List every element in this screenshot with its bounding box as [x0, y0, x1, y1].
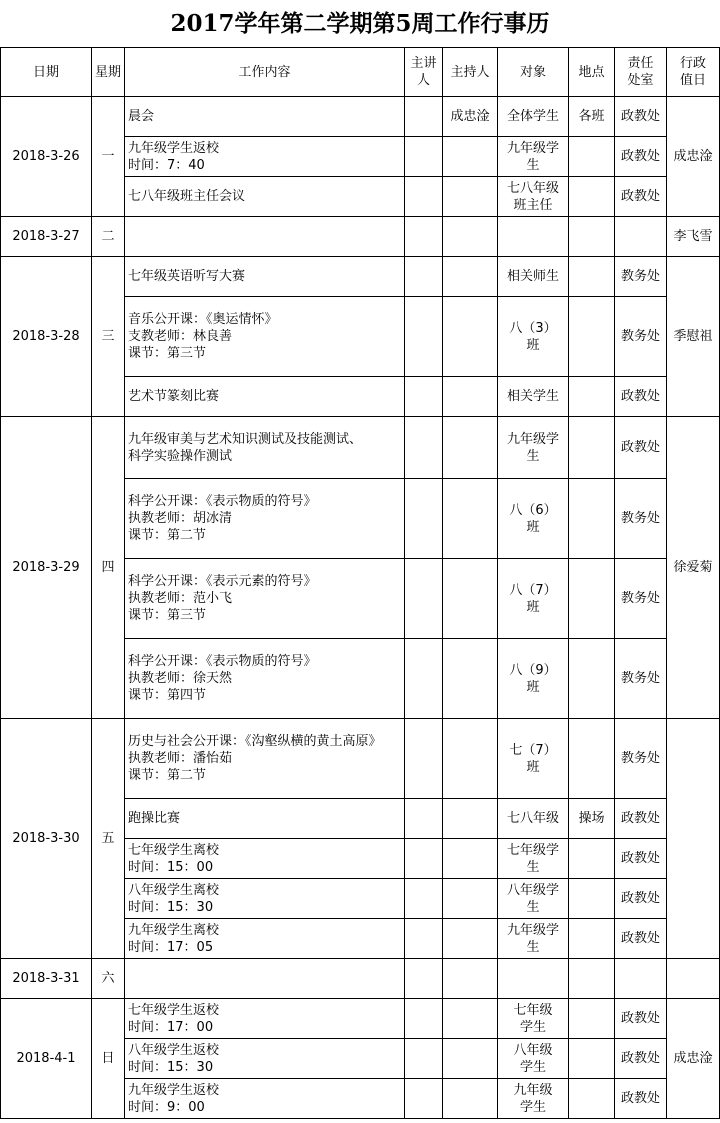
content-cell: 科学公开课：《表示物质的符号》 执教老师：胡冰清 课节：第二节	[125, 479, 405, 559]
date-cell: 2018-3-30	[1, 719, 92, 959]
speaker-cell	[405, 839, 443, 879]
weekday-cell: 六	[92, 959, 125, 999]
target-cell: 八年级学 生	[498, 879, 569, 919]
office-cell: 政教处	[615, 177, 667, 217]
place-cell	[569, 959, 615, 999]
speaker-cell	[405, 559, 443, 639]
content-cell: 晨会	[125, 97, 405, 137]
header-date: 日期	[1, 48, 92, 97]
target-cell: 七八年级 班主任	[498, 177, 569, 217]
office-cell: 教务处	[615, 257, 667, 297]
office-cell: 教务处	[615, 719, 667, 799]
content-cell: 七年级英语听写大赛	[125, 257, 405, 297]
place-cell	[569, 137, 615, 177]
host-cell	[443, 639, 498, 719]
content-cell: 科学公开课：《表示物质的符号》 执教老师：徐天然 课节：第四节	[125, 639, 405, 719]
duty-cell: 李飞雪	[667, 217, 720, 257]
target-cell: 八（7） 班	[498, 559, 569, 639]
place-cell	[569, 999, 615, 1039]
target-cell: 八（3） 班	[498, 297, 569, 377]
duty-cell: 成忠淦	[667, 999, 720, 1119]
duty-cell: 季慰祖	[667, 257, 720, 417]
office-cell: 教务处	[615, 559, 667, 639]
header-speaker: 主讲 人	[405, 48, 443, 97]
content-cell: 九年级学生返校 时间：7：40	[125, 137, 405, 177]
host-cell	[443, 137, 498, 177]
host-cell: 成忠淦	[443, 97, 498, 137]
host-cell	[443, 719, 498, 799]
content-cell: 艺术节篆刻比赛	[125, 377, 405, 417]
date-cell: 2018-3-31	[1, 959, 92, 999]
place-cell	[569, 919, 615, 959]
office-cell: 政教处	[615, 839, 667, 879]
target-cell	[498, 959, 569, 999]
place-cell	[569, 559, 615, 639]
content-cell: 音乐公开课：《奥运情怀》 支教老师：林良善 课节：第三节	[125, 297, 405, 377]
place-cell	[569, 257, 615, 297]
header-target: 对象	[498, 48, 569, 97]
target-cell: 全体学生	[498, 97, 569, 137]
host-cell	[443, 417, 498, 479]
speaker-cell	[405, 217, 443, 257]
duty-cell: 成忠淦	[667, 97, 720, 217]
weekday-cell: 五	[92, 719, 125, 959]
speaker-cell	[405, 377, 443, 417]
duty-cell	[667, 959, 720, 999]
content-cell	[125, 959, 405, 999]
host-cell	[443, 479, 498, 559]
date-cell: 2018-3-27	[1, 217, 92, 257]
office-cell: 政教处	[615, 137, 667, 177]
office-cell: 政教处	[615, 1039, 667, 1079]
header-weekday: 星期	[92, 48, 125, 97]
header-duty: 行政 值日	[667, 48, 720, 97]
place-cell	[569, 217, 615, 257]
place-cell	[569, 1079, 615, 1119]
speaker-cell	[405, 959, 443, 999]
target-cell: 九年级学 生	[498, 417, 569, 479]
schedule-table	[0, 47, 720, 1119]
speaker-cell	[405, 1039, 443, 1079]
table-row	[1, 999, 720, 1039]
place-cell	[569, 297, 615, 377]
content-cell: 七年级学生返校 时间：17：00	[125, 999, 405, 1039]
speaker-cell	[405, 97, 443, 137]
header-place: 地点	[569, 48, 615, 97]
content-cell: 跑操比赛	[125, 799, 405, 839]
content-cell: 七年级学生离校 时间：15：00	[125, 839, 405, 879]
speaker-cell	[405, 799, 443, 839]
speaker-cell	[405, 417, 443, 479]
office-cell: 政教处	[615, 377, 667, 417]
host-cell	[443, 919, 498, 959]
weekday-cell: 日	[92, 999, 125, 1119]
content-cell: 八年级学生离校 时间：15：30	[125, 879, 405, 919]
target-cell: 九年级学 生	[498, 919, 569, 959]
header-row	[1, 48, 720, 97]
content-cell: 科学公开课：《表示元素的符号》 执教老师：范小飞 课节：第三节	[125, 559, 405, 639]
host-cell	[443, 879, 498, 919]
speaker-cell	[405, 879, 443, 919]
target-cell: 七八年级	[498, 799, 569, 839]
speaker-cell	[405, 479, 443, 559]
place-cell	[569, 479, 615, 559]
host-cell	[443, 959, 498, 999]
host-cell	[443, 257, 498, 297]
speaker-cell	[405, 719, 443, 799]
target-cell: 七（7） 班	[498, 719, 569, 799]
target-cell: 九年级学 生	[498, 137, 569, 177]
date-cell: 2018-3-29	[1, 417, 92, 719]
host-cell	[443, 297, 498, 377]
place-cell	[569, 1039, 615, 1079]
host-cell	[443, 559, 498, 639]
speaker-cell	[405, 177, 443, 217]
weekday-cell: 三	[92, 257, 125, 417]
target-cell: 八年级 学生	[498, 1039, 569, 1079]
table-row	[1, 719, 720, 799]
target-cell: 相关师生	[498, 257, 569, 297]
duty-cell: 徐爱菊	[667, 417, 720, 719]
office-cell: 教务处	[615, 297, 667, 377]
target-cell: 九年级 学生	[498, 1079, 569, 1119]
content-cell: 七八年级班主任会议	[125, 177, 405, 217]
content-cell	[125, 217, 405, 257]
weekday-cell: 四	[92, 417, 125, 719]
content-cell: 九年级学生返校 时间：9：00	[125, 1079, 405, 1119]
host-cell	[443, 217, 498, 257]
speaker-cell	[405, 257, 443, 297]
content-cell: 八年级学生返校 时间：15：30	[125, 1039, 405, 1079]
header-content: 工作内容	[125, 48, 405, 97]
speaker-cell	[405, 297, 443, 377]
target-cell: 七年级学 生	[498, 839, 569, 879]
place-cell	[569, 177, 615, 217]
office-cell	[615, 959, 667, 999]
speaker-cell	[405, 137, 443, 177]
host-cell	[443, 177, 498, 217]
office-cell: 政教处	[615, 919, 667, 959]
speaker-cell	[405, 1079, 443, 1119]
place-cell	[569, 377, 615, 417]
target-cell	[498, 217, 569, 257]
duty-cell	[667, 719, 720, 959]
host-cell	[443, 799, 498, 839]
office-cell: 政教处	[615, 879, 667, 919]
target-cell: 八（9） 班	[498, 639, 569, 719]
place-cell: 操场	[569, 799, 615, 839]
table-row	[1, 417, 720, 479]
speaker-cell	[405, 919, 443, 959]
date-cell: 2018-3-28	[1, 257, 92, 417]
date-cell: 2018-3-26	[1, 97, 92, 217]
page-title: 2017学年第二学期第5周工作行事历	[170, 10, 550, 37]
place-cell	[569, 839, 615, 879]
table-row	[1, 217, 720, 257]
office-cell: 政教处	[615, 417, 667, 479]
table-row	[1, 97, 720, 137]
speaker-cell	[405, 999, 443, 1039]
target-cell: 相关学生	[498, 377, 569, 417]
place-cell	[569, 879, 615, 919]
weekday-cell: 二	[92, 217, 125, 257]
place-cell	[569, 719, 615, 799]
place-cell	[569, 639, 615, 719]
table-row	[1, 257, 720, 297]
office-cell: 政教处	[615, 1079, 667, 1119]
office-cell: 政教处	[615, 999, 667, 1039]
target-cell: 八（6） 班	[498, 479, 569, 559]
content-cell: 历史与社会公开课：《沟壑纵横的黄土高原》 执教老师：潘怡茹 课节：第二节	[125, 719, 405, 799]
content-cell: 九年级审美与艺术知识测试及技能测试、 科学实验操作测试	[125, 417, 405, 479]
office-cell: 政教处	[615, 799, 667, 839]
header-office: 责任 处室	[615, 48, 667, 97]
table-row	[1, 959, 720, 999]
date-cell: 2018-4-1	[1, 999, 92, 1119]
speaker-cell	[405, 639, 443, 719]
weekday-cell: 一	[92, 97, 125, 217]
host-cell	[443, 1039, 498, 1079]
host-cell	[443, 377, 498, 417]
office-cell: 教务处	[615, 479, 667, 559]
host-cell	[443, 839, 498, 879]
header-host: 主持人	[443, 48, 498, 97]
host-cell	[443, 1079, 498, 1119]
content-cell: 九年级学生离校 时间：17：05	[125, 919, 405, 959]
office-cell: 政教处	[615, 97, 667, 137]
place-cell: 各班	[569, 97, 615, 137]
place-cell	[569, 417, 615, 479]
office-cell: 教务处	[615, 639, 667, 719]
target-cell: 七年级 学生	[498, 999, 569, 1039]
office-cell	[615, 217, 667, 257]
host-cell	[443, 999, 498, 1039]
